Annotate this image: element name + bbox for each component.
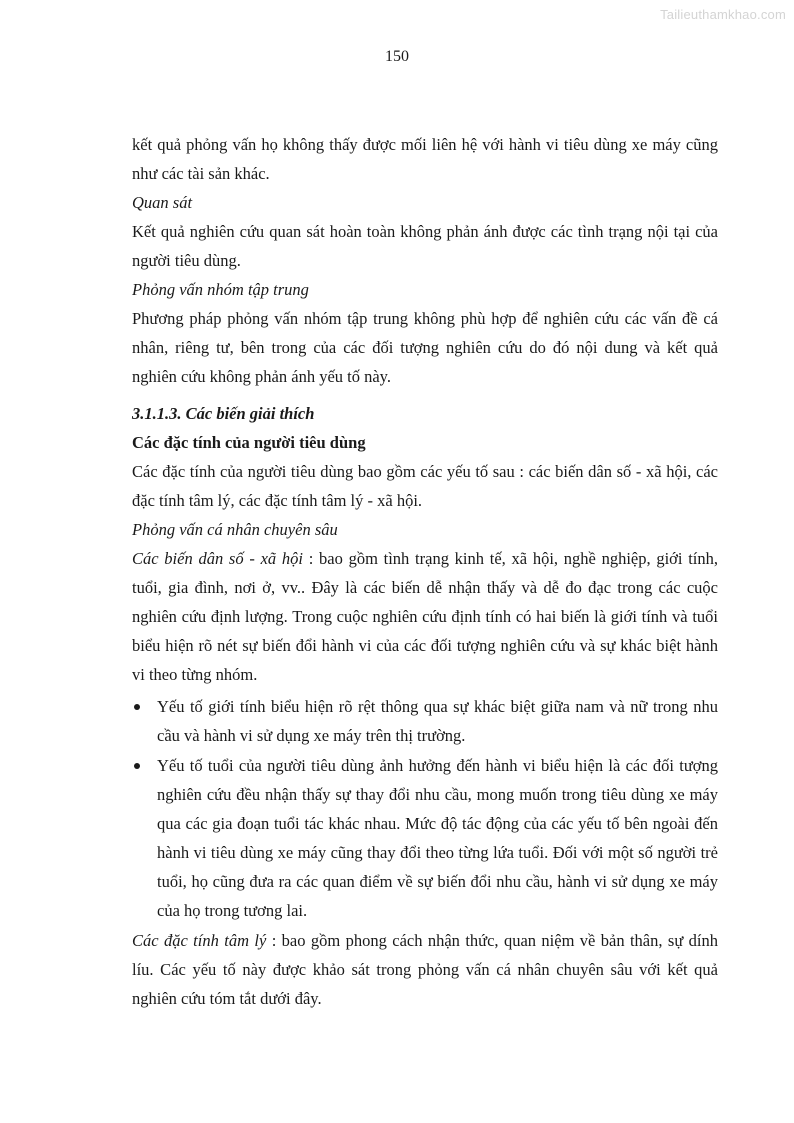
list-item xyxy=(132,692,718,750)
paragraph: Kết quả nghiên cứu quan sát hoàn toàn không phản ánh được các tình trạng nội tại của người tiêu dùng. xyxy=(132,222,718,270)
bullet-icon xyxy=(134,704,140,710)
bullet-list xyxy=(132,692,718,925)
subheading-focus-group: Phỏng vấn nhóm tập trung xyxy=(132,280,309,299)
paragraph: kết quả phỏng vấn họ không thấy được mối liên hệ với hành vi tiêu dùng xe máy cũng như các tài sản khác. xyxy=(132,135,718,183)
subheading-indepth-interview: Phỏng vấn cá nhân chuyên sâu xyxy=(132,520,338,539)
watermark: Tailieuthamkhao.com xyxy=(660,7,786,22)
list-item-text: Yếu tố giới tính biểu hiện rõ rệt thông qua sự khác biệt giữa nam và nữ trong nhu cầu và hành vi sử dụng xe máy trên thị trường. xyxy=(157,697,718,745)
list-item-text: Yếu tố tuổi của người tiêu dùng ảnh hưởng đến hành vi biểu hiện là các đối tượng nghiên cứu đều nhận thấy sự thay đổi nhu cầu, mong muốn trong tiêu dùng xe máy qua các gia đoạn tuổi tác khác nhau. Mức độ tác động của các yếu tố bên ngoài đến hành vi tiêu dùng xe máy cũng thay đổi theo từng lứa tuổi. Đối với một số người trẻ tuổi, họ cũng đưa ra các quan điểm về sự biến đổi nhu cầu, hành vi sử dụng xe máy của họ trong tương lai. xyxy=(157,756,718,920)
paragraph xyxy=(132,926,718,1013)
paragraph-text: : bao gồm tình trạng kinh tế, xã hội, nghề nghiệp, giới tính, tuổi, gia đình, nơi ở, vv.. Đây là các biến dễ nhận thấy và dễ đo đạc trong các cuộc nghiên cứu định lượng. Trong cuộc nghiên cứu định tính có hai biến là giới tính và tuổi biểu hiện rõ nét sự biến đổi hành vi của các đối tượng nghiên cứu và sự khác biệt hành vi theo từng nhóm. xyxy=(132,549,719,684)
paragraph: Phương pháp phỏng vấn nhóm tập trung không phù hợp để nghiên cứu các vấn đề cá nhân, riêng tư, bên trong của các đối tượng nghiên cứu do đó nội dung và kết quả nghiên cứu không phản ánh yếu tố này. xyxy=(132,309,718,386)
subsection-heading: Các đặc tính của người tiêu dùng xyxy=(132,433,366,452)
document-body xyxy=(132,130,718,1013)
term-sociodemographic: Các biến dân số - xã hội xyxy=(132,549,303,568)
page-number: 150 xyxy=(385,48,409,65)
term-psychological: Các đặc tính tâm lý xyxy=(132,931,267,950)
section-heading: 3.1.1.3. Các biến giải thích xyxy=(132,404,315,423)
paragraph: Các đặc tính của người tiêu dùng bao gồm các yếu tố sau : các biến dân số - xã hội, các đặc tính tâm lý, các đặc tính tâm lý - xã hội. xyxy=(132,462,718,510)
list-item xyxy=(132,751,718,925)
bullet-icon xyxy=(134,763,140,769)
paragraph xyxy=(132,544,718,689)
paragraph-text: : bao gồm phong cách nhận thức, quan niệm về bản thân, sự dính líu. Các yếu tố này được khảo sát trong phỏng vấn cá nhân chuyên sâu với kết quả nghiên cứu tóm tắt dưới đây. xyxy=(132,931,718,1008)
subheading-observation: Quan sát xyxy=(132,193,193,212)
